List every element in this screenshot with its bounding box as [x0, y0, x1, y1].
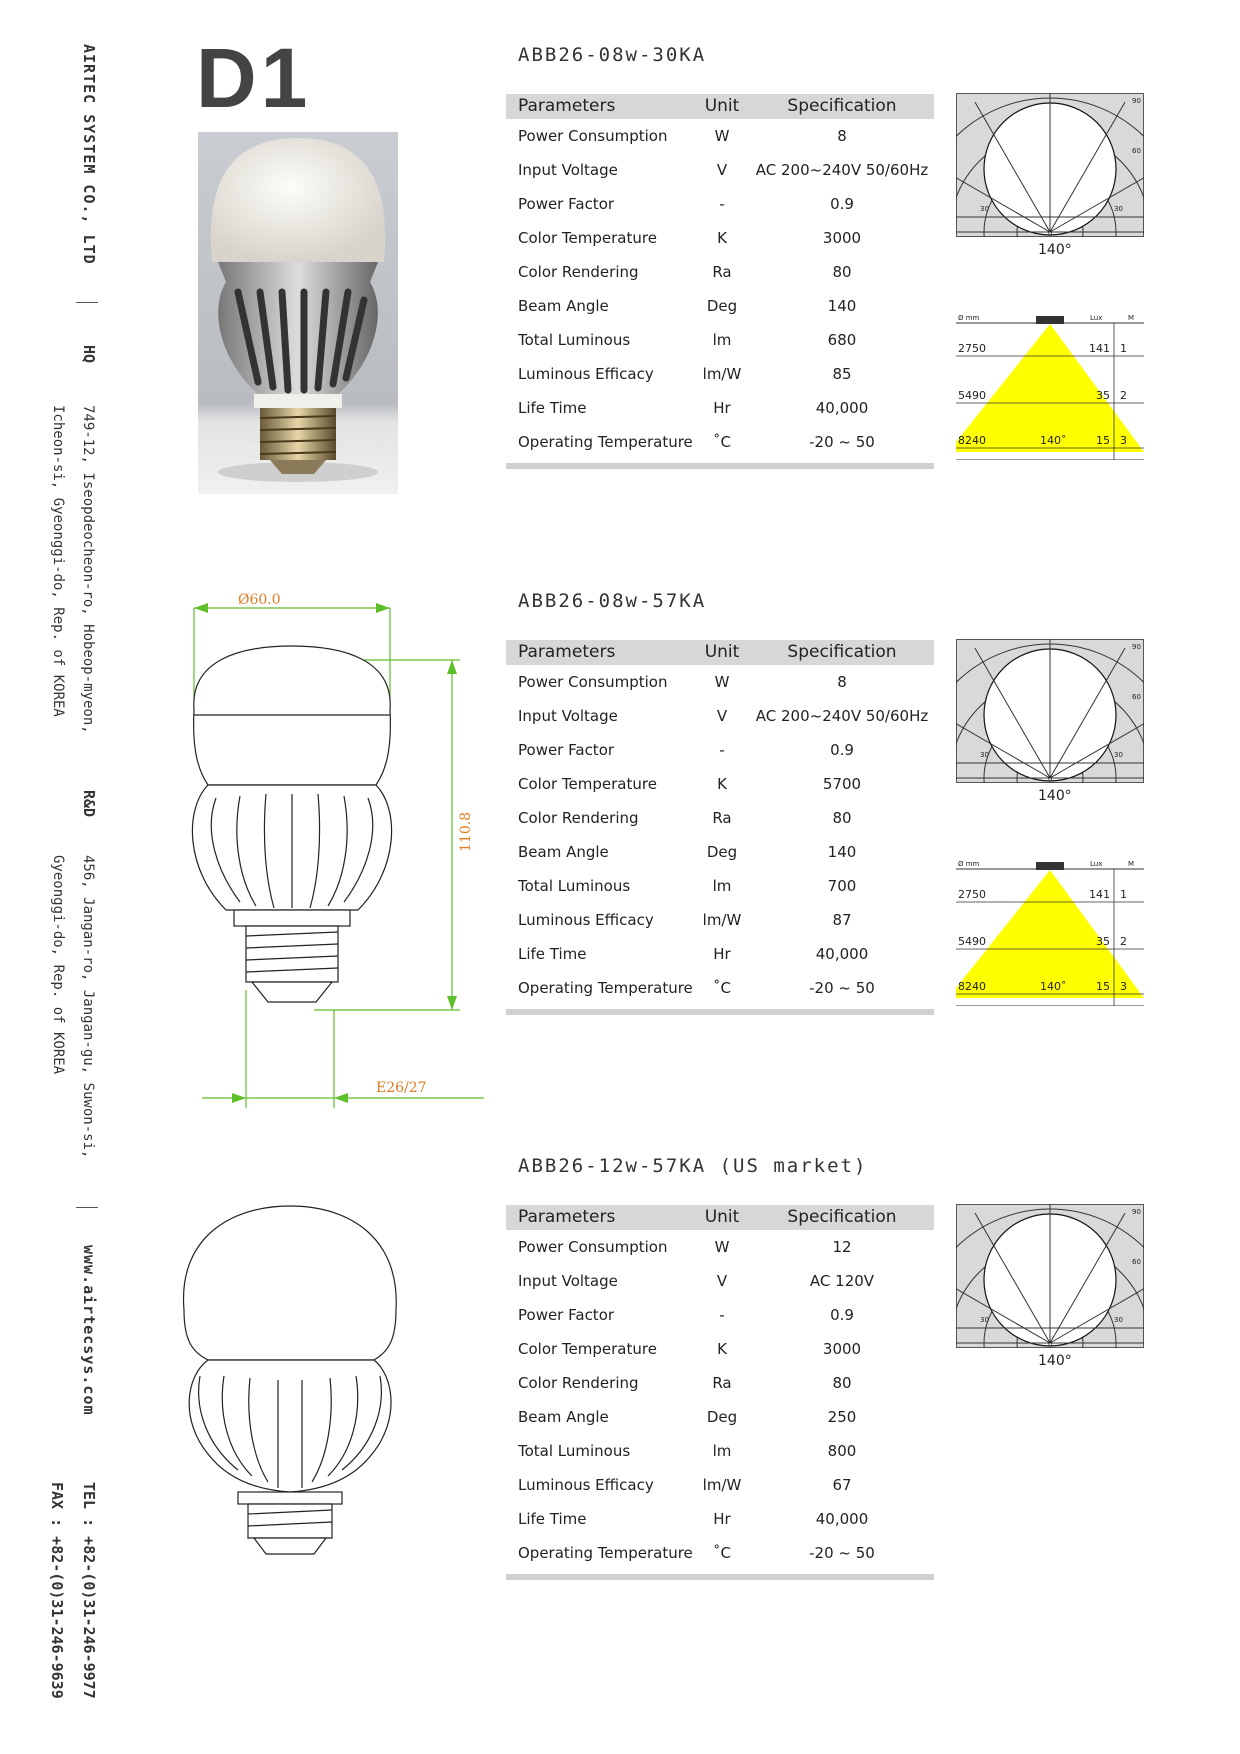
spec-parameter: Color Rendering	[518, 809, 639, 827]
lux-meters-value: 1	[1120, 342, 1127, 355]
hq-label: HQ	[80, 345, 98, 364]
hq-address-line-1: 749-12, Iseopdeocheon-ro, Hobeop-myeon,	[80, 405, 96, 734]
spec-unit: Ra	[712, 263, 732, 281]
spec-table-header	[506, 1205, 934, 1230]
spec-value: -20 ~ 50	[809, 1544, 875, 1562]
divider	[76, 1207, 98, 1208]
spec-unit: V	[716, 1272, 728, 1290]
spec-value: 80	[832, 1374, 852, 1392]
header-parameters: Parameters	[518, 1207, 616, 1227]
polar-tick-label: 0	[1048, 229, 1053, 237]
spec-value: 40,000	[815, 945, 869, 963]
spec-row	[506, 391, 934, 425]
lux-meters-value: 2	[1120, 935, 1127, 948]
lux-header-diameter: Ø mm	[958, 860, 980, 868]
spec-value: 87	[832, 911, 852, 929]
spec-value: 0.9	[830, 741, 854, 759]
lux-diagram	[956, 858, 1144, 1010]
base-label: E26/27	[376, 1080, 427, 1096]
spec-parameter: Power Consumption	[518, 127, 668, 145]
spec-value: 140	[827, 297, 857, 315]
lux-value: 15	[1096, 980, 1110, 993]
spec-parameter: Color Rendering	[518, 1374, 639, 1392]
spec-value: 680	[827, 331, 857, 349]
spec-parameter: Beam Angle	[518, 843, 609, 861]
lux-meters-value: 1	[1120, 888, 1127, 901]
height-label: 110.8	[458, 811, 474, 852]
spec-unit: lm	[712, 331, 732, 349]
lux-beam-angle: 140˚	[1040, 434, 1067, 447]
spec-parameter: Input Voltage	[518, 1272, 618, 1290]
polar-tick-label: 30	[980, 205, 989, 213]
spec-parameter: Input Voltage	[518, 161, 618, 179]
spec-row	[506, 1502, 934, 1536]
spec-row	[506, 221, 934, 255]
polar-tick-label: 30	[1114, 1316, 1123, 1324]
spec-unit: Deg	[706, 843, 738, 861]
spec-row	[506, 665, 934, 699]
polar-tick-label: 60	[1132, 693, 1141, 701]
header-parameters: Parameters	[518, 642, 616, 662]
page-title: D1	[196, 31, 312, 125]
spec-unit: Hr	[713, 1510, 731, 1528]
spec-value: 140	[827, 843, 857, 861]
header-parameters: Parameters	[518, 96, 616, 116]
polar-diagram	[956, 93, 1144, 241]
spec-value: 0.9	[830, 195, 854, 213]
spec-parameter: Input Voltage	[518, 707, 618, 725]
spec-parameter: Color Temperature	[518, 1340, 657, 1358]
polar-tick-label: 90	[1132, 97, 1141, 105]
spec-parameter: Power Factor	[518, 195, 615, 213]
spec-value: 800	[827, 1442, 857, 1460]
spec-parameter: Power Factor	[518, 1306, 615, 1324]
company-name: AIRTEC SYSTEM CO., LTD	[80, 44, 98, 265]
lux-diagram	[956, 312, 1144, 464]
model-name: ABB26-12w-57KA (US market)	[518, 1155, 868, 1177]
product-photo	[198, 132, 398, 494]
polar-tick-label: 30	[1114, 751, 1123, 759]
spec-row	[506, 971, 934, 1005]
spec-table-header	[506, 94, 934, 119]
spec-row	[506, 1468, 934, 1502]
model-name: ABB26-08w-30KA	[518, 44, 707, 66]
spec-parameter: Life Time	[518, 399, 587, 417]
spec-table	[506, 94, 934, 469]
spec-row	[506, 869, 934, 903]
polar-tick-label: 30	[980, 751, 989, 759]
spec-row	[506, 289, 934, 323]
spec-parameter: Luminous Efficacy	[518, 1476, 654, 1494]
polar-tick-label: 30	[1114, 205, 1123, 213]
spec-row	[506, 835, 934, 869]
spec-parameter: Total Luminous	[518, 1442, 631, 1460]
spec-value: 250	[827, 1408, 857, 1426]
spec-value: 3000	[822, 229, 862, 247]
spec-value: -20 ~ 50	[809, 979, 875, 997]
spec-parameter: Power Consumption	[518, 1238, 668, 1256]
spec-unit: ˚C	[713, 979, 731, 997]
dimension-drawing	[180, 590, 500, 1120]
spec-row	[506, 733, 934, 767]
lux-header-lux: Lux	[1090, 860, 1103, 868]
lux-meters-value: 2	[1120, 389, 1127, 402]
header-specification: Specification	[787, 642, 897, 662]
spec-row	[506, 1536, 934, 1570]
spec-value: 80	[832, 263, 852, 281]
spec-row	[506, 153, 934, 187]
spec-parameter: Operating Temperature	[518, 979, 693, 997]
lux-header-meters: M	[1128, 314, 1135, 322]
spec-value: AC 200~240V 50/60Hz	[755, 707, 929, 725]
spec-parameter: Beam Angle	[518, 297, 609, 315]
spec-table-footer	[506, 463, 934, 469]
lux-meters-value: 3	[1120, 980, 1127, 993]
spec-value: 8	[837, 127, 847, 145]
rd-address-line-2: Gyeonggi-do, Rep. of KOREA	[50, 855, 66, 1075]
spec-unit: -	[719, 741, 725, 759]
lux-distance-value: 2750	[958, 342, 986, 355]
polar-angle-label: 140°	[1038, 1353, 1072, 1369]
spec-row	[506, 699, 934, 733]
spec-row	[506, 1264, 934, 1298]
spec-unit: -	[719, 1306, 725, 1324]
polar-tick-label: 90	[1132, 643, 1141, 651]
spec-value: 0.9	[830, 1306, 854, 1324]
spec-value: 80	[832, 809, 852, 827]
lux-value: 35	[1096, 389, 1110, 402]
spec-row	[506, 1230, 934, 1264]
spec-unit: ˚C	[713, 1544, 731, 1562]
spec-unit: V	[716, 707, 728, 725]
spec-unit: lm	[712, 1442, 732, 1460]
hq-address-line-2: Icheon-si, Gyeonggi-do, Rep. of KOREA	[50, 405, 66, 717]
spec-unit: W	[714, 1238, 730, 1256]
spec-unit: lm/W	[702, 911, 742, 929]
spec-row	[506, 323, 934, 357]
spec-row	[506, 1434, 934, 1468]
spec-parameter: Beam Angle	[518, 1408, 609, 1426]
header-unit: Unit	[704, 96, 740, 116]
spec-unit: W	[714, 673, 730, 691]
spec-parameter: Luminous Efficacy	[518, 365, 654, 383]
polar-angle-label: 140°	[1038, 788, 1072, 804]
spec-value: 3000	[822, 1340, 862, 1358]
spec-value: 12	[832, 1238, 852, 1256]
spec-row	[506, 357, 934, 391]
spec-parameter: Color Rendering	[518, 263, 639, 281]
diameter-label: Ø60.0	[238, 592, 281, 608]
rd-address-line-1: 456, Jangan-ro, Jangan-gu, Suwon-si,	[80, 855, 96, 1159]
spec-row	[506, 119, 934, 153]
lux-distance-value: 8240	[958, 434, 986, 447]
fax-number: FAX : +82-(0)31-246-9639	[48, 1482, 66, 1699]
lux-distance-value: 2750	[958, 888, 986, 901]
spec-value: 5700	[822, 775, 862, 793]
divider	[76, 302, 98, 303]
spec-unit: W	[714, 127, 730, 145]
header-specification: Specification	[787, 96, 897, 116]
spec-unit: lm/W	[702, 365, 742, 383]
model-name: ABB26-08w-57KA	[518, 590, 707, 612]
lux-value: 35	[1096, 935, 1110, 948]
spec-parameter: Life Time	[518, 1510, 587, 1528]
rd-label: R&D	[80, 790, 98, 818]
spec-value: 8	[837, 673, 847, 691]
header-unit: Unit	[704, 642, 740, 662]
spec-row	[506, 425, 934, 459]
lux-value: 15	[1096, 434, 1110, 447]
spec-row	[506, 767, 934, 801]
spec-parameter: Total Luminous	[518, 331, 631, 349]
website-link[interactable]: www.airtecsys.com	[80, 1245, 98, 1416]
luminaire-icon	[1036, 316, 1064, 324]
spec-unit: K	[717, 229, 727, 247]
spec-value: AC 200~240V 50/60Hz	[755, 161, 929, 179]
spec-row	[506, 903, 934, 937]
spec-value: 67	[832, 1476, 852, 1494]
polar-diagram	[956, 639, 1144, 787]
lux-header-meters: M	[1128, 860, 1135, 868]
spec-table	[506, 640, 934, 1015]
spec-unit: Ra	[712, 809, 732, 827]
bulb-outline-drawing	[178, 1200, 408, 1560]
spec-unit: K	[717, 775, 727, 793]
lux-distance-value: 5490	[958, 935, 986, 948]
spec-unit: V	[716, 161, 728, 179]
spec-row	[506, 1366, 934, 1400]
spec-unit: Hr	[713, 945, 731, 963]
spec-parameter: Color Temperature	[518, 229, 657, 247]
spec-table-footer	[506, 1574, 934, 1580]
spec-parameter: Power Consumption	[518, 673, 668, 691]
polar-tick-label: 0	[1048, 775, 1053, 783]
spec-unit: Deg	[706, 1408, 738, 1426]
spec-unit: K	[717, 1340, 727, 1358]
spec-unit: lm/W	[702, 1476, 742, 1494]
polar-tick-label: 0	[1048, 1340, 1053, 1348]
lux-distance-value: 5490	[958, 389, 986, 402]
lux-value: 141	[1089, 888, 1110, 901]
spec-value: 85	[832, 365, 852, 383]
spec-parameter: Luminous Efficacy	[518, 911, 654, 929]
spec-parameter: Operating Temperature	[518, 1544, 693, 1562]
spec-row	[506, 1332, 934, 1366]
spec-row	[506, 1400, 934, 1434]
spec-parameter: Power Factor	[518, 741, 615, 759]
lux-value: 141	[1089, 342, 1110, 355]
polar-tick-label: 90	[1132, 1208, 1141, 1216]
polar-tick-label: 60	[1132, 1258, 1141, 1266]
spec-table	[506, 1205, 934, 1580]
spec-table-footer	[506, 1009, 934, 1015]
spec-unit: lm	[712, 877, 732, 895]
spec-unit: Ra	[712, 1374, 732, 1392]
lux-header-diameter: Ø mm	[958, 314, 980, 322]
spec-unit: Deg	[706, 297, 738, 315]
tel-number: TEL : +82-(0)31-246-9977	[80, 1482, 98, 1699]
spec-row	[506, 937, 934, 971]
polar-diagram	[956, 1204, 1144, 1352]
lux-header-lux: Lux	[1090, 314, 1103, 322]
spec-value: 40,000	[815, 399, 869, 417]
spec-parameter: Life Time	[518, 945, 587, 963]
luminaire-icon	[1036, 862, 1064, 870]
spec-row	[506, 1298, 934, 1332]
spec-row	[506, 801, 934, 835]
lux-beam-angle: 140˚	[1040, 980, 1067, 993]
spec-row	[506, 255, 934, 289]
spec-value: -20 ~ 50	[809, 433, 875, 451]
spec-parameter: Color Temperature	[518, 775, 657, 793]
polar-angle-label: 140°	[1038, 242, 1072, 258]
spec-unit: -	[719, 195, 725, 213]
spec-value: 40,000	[815, 1510, 869, 1528]
spec-value: AC 120V	[809, 1272, 875, 1290]
polar-tick-label: 60	[1132, 147, 1141, 155]
spec-unit: ˚C	[713, 433, 731, 451]
spec-value: 700	[827, 877, 857, 895]
lux-meters-value: 3	[1120, 434, 1127, 447]
spec-unit: Hr	[713, 399, 731, 417]
header-specification: Specification	[787, 1207, 897, 1227]
spec-parameter: Operating Temperature	[518, 433, 693, 451]
spec-table-header	[506, 640, 934, 665]
lux-distance-value: 8240	[958, 980, 986, 993]
header-unit: Unit	[704, 1207, 740, 1227]
spec-parameter: Total Luminous	[518, 877, 631, 895]
spec-row	[506, 187, 934, 221]
polar-tick-label: 30	[980, 1316, 989, 1324]
